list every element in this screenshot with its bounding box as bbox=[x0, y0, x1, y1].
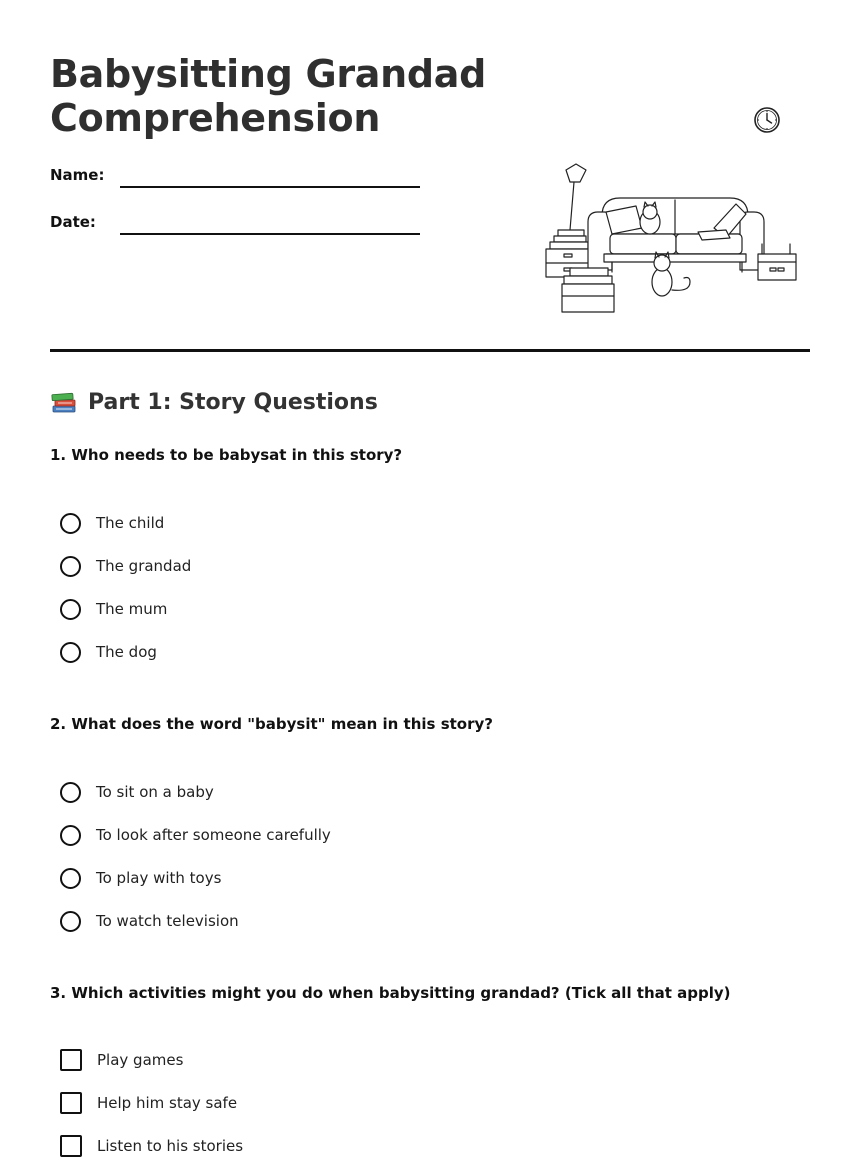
title-line-1: Babysitting Grandad bbox=[50, 52, 487, 96]
living-room-illustration bbox=[540, 160, 802, 318]
option-label: The dog bbox=[96, 643, 157, 661]
radio-button[interactable] bbox=[60, 825, 81, 846]
radio-button[interactable] bbox=[60, 642, 81, 663]
option-label: The mum bbox=[96, 600, 168, 618]
clock-icon bbox=[753, 106, 781, 134]
radio-button[interactable] bbox=[60, 513, 81, 534]
checkbox[interactable] bbox=[60, 1092, 82, 1114]
q3-option-2[interactable] bbox=[60, 1090, 237, 1116]
radio-button[interactable] bbox=[60, 868, 81, 889]
q2-option-4[interactable] bbox=[60, 908, 239, 934]
q3-option-3[interactable] bbox=[60, 1133, 243, 1159]
question-2: 2. What does the word "babysit" mean in this story? bbox=[50, 715, 493, 733]
q1-option-4[interactable] bbox=[60, 639, 157, 665]
radio-button[interactable] bbox=[60, 599, 81, 620]
q1-option-1[interactable] bbox=[60, 510, 164, 536]
name-label: Name: bbox=[50, 166, 105, 184]
option-label: The child bbox=[96, 514, 165, 532]
title-line-2: Comprehension bbox=[50, 96, 381, 140]
q1-option-3[interactable] bbox=[60, 596, 167, 622]
option-label: To play with toys bbox=[96, 869, 222, 887]
section-divider bbox=[50, 349, 810, 352]
checkbox[interactable] bbox=[60, 1049, 82, 1071]
checkbox[interactable] bbox=[60, 1135, 82, 1157]
radio-button[interactable] bbox=[60, 782, 81, 803]
radio-button[interactable] bbox=[60, 556, 81, 577]
option-label: Play games bbox=[97, 1051, 184, 1069]
question-3: 3. Which activities might you do when babysitting grandad? (Tick all that apply) bbox=[50, 984, 731, 1002]
q2-option-2[interactable] bbox=[60, 822, 331, 848]
option-label: To sit on a baby bbox=[96, 783, 214, 801]
worksheet-title bbox=[50, 52, 486, 140]
section-title: Part 1: Story Questions bbox=[88, 389, 378, 415]
option-label: To watch television bbox=[96, 912, 239, 930]
option-label: Help him stay safe bbox=[97, 1094, 238, 1112]
question-1: 1. Who needs to be babysat in this story? bbox=[50, 446, 403, 464]
q2-option-3[interactable] bbox=[60, 865, 221, 891]
date-label: Date: bbox=[50, 213, 96, 231]
books-icon bbox=[50, 388, 78, 416]
option-label: To look after someone carefully bbox=[96, 826, 331, 844]
option-label: The grandad bbox=[96, 557, 192, 575]
q2-option-1[interactable] bbox=[60, 779, 214, 805]
section-heading bbox=[50, 388, 378, 416]
name-field[interactable] bbox=[120, 186, 420, 188]
radio-button[interactable] bbox=[60, 911, 81, 932]
q1-option-2[interactable] bbox=[60, 553, 191, 579]
date-field[interactable] bbox=[120, 233, 420, 235]
q3-option-1[interactable] bbox=[60, 1047, 183, 1073]
option-label: Listen to his stories bbox=[97, 1137, 244, 1155]
